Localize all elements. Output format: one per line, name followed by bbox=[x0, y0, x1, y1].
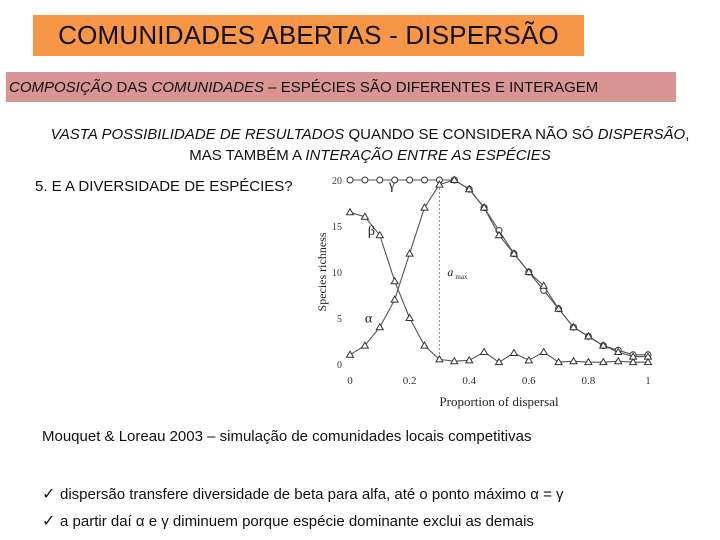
series-line-0 bbox=[350, 180, 648, 355]
data-point bbox=[377, 177, 383, 183]
point-5-question: 5. E A DIVERSIDADE DE ESPÉCIES? bbox=[35, 178, 293, 195]
y-tick-label: 0 bbox=[337, 360, 342, 371]
y-tick-label: 15 bbox=[332, 222, 342, 233]
vasta-line-2 bbox=[40, 145, 700, 166]
vasta-comma: , bbox=[685, 126, 690, 143]
series-label-1: β bbox=[367, 224, 376, 240]
series-label-2: α bbox=[364, 311, 373, 327]
data-point bbox=[406, 250, 413, 256]
vasta-italic-2: INTERAÇÃO ENTRE AS ESPÉCIES bbox=[305, 147, 551, 164]
subtitle-das: DAS bbox=[112, 78, 152, 96]
y-tick-label: 5 bbox=[337, 314, 342, 325]
check-icon: ✓ bbox=[42, 513, 56, 530]
y-tick-label: 20 bbox=[332, 176, 342, 187]
data-point bbox=[391, 296, 398, 302]
data-point bbox=[362, 177, 368, 183]
bullet-1-text: dispersão transfere diversidade de beta para alfa, até o ponto máximo α = γ bbox=[60, 485, 564, 503]
data-point bbox=[347, 209, 354, 215]
x-axis-label: Proportion of dispersal bbox=[439, 394, 559, 409]
data-point bbox=[570, 358, 577, 364]
data-point bbox=[376, 324, 383, 330]
vasta-dispersao: DISPERSÃO bbox=[597, 126, 686, 143]
vasta-italic-1: VASTA POSSIBILIDADE DE RESULTADOS bbox=[50, 126, 345, 143]
vasta-normal-2: MAS TAMBÉM A bbox=[189, 147, 306, 164]
data-point bbox=[347, 177, 353, 183]
subtitle-comunidades: COMUNIDADES – bbox=[151, 78, 281, 96]
bullet-2 bbox=[42, 511, 534, 531]
series-label-0: γ bbox=[388, 178, 395, 194]
vasta-normal-1: QUANDO SE CONSIDERA NÃO SÓ bbox=[344, 126, 598, 143]
data-point bbox=[407, 177, 413, 183]
data-point bbox=[540, 349, 547, 355]
data-point bbox=[391, 278, 398, 284]
slide-title: COMUNIDADES ABERTAS - DISPERSÃO bbox=[33, 15, 584, 56]
citation: Mouquet & Loreau 2003 – simulação de comunidades locais competitivas bbox=[42, 428, 532, 445]
y-tick-label: 10 bbox=[332, 268, 342, 279]
chart-svg bbox=[300, 166, 680, 416]
x-tick-label: 0.8 bbox=[581, 375, 596, 387]
x-tick-label: 0 bbox=[347, 375, 353, 387]
check-icon: ✓ bbox=[42, 486, 56, 503]
bullet-2-text: a partir daí α e γ diminuem porque espécie dominante exclui as demais bbox=[60, 512, 534, 530]
data-point bbox=[510, 349, 517, 355]
data-point bbox=[421, 204, 428, 210]
bullet-1 bbox=[42, 484, 564, 504]
data-point bbox=[421, 342, 428, 348]
data-point bbox=[347, 351, 354, 357]
x-tick-label: 1 bbox=[645, 375, 651, 387]
vasta-text bbox=[40, 124, 700, 166]
amax-annotation: a bbox=[447, 265, 454, 279]
amax-subscript: max bbox=[455, 273, 468, 281]
y-axis-label: Species richness bbox=[315, 232, 329, 312]
data-point bbox=[481, 349, 488, 355]
data-point bbox=[422, 177, 428, 183]
series-line-2 bbox=[350, 180, 648, 357]
data-point bbox=[496, 359, 503, 365]
data-point bbox=[406, 315, 413, 321]
data-point bbox=[466, 357, 473, 363]
subtitle-bar bbox=[6, 72, 676, 102]
species-richness-chart bbox=[300, 166, 680, 421]
x-tick-label: 0.2 bbox=[402, 375, 417, 387]
subtitle-composicao: COMPOSIÇÃO bbox=[9, 78, 113, 96]
vasta-line-1 bbox=[40, 124, 700, 145]
data-point bbox=[525, 357, 532, 363]
data-point bbox=[615, 358, 622, 364]
x-tick-label: 0.6 bbox=[521, 375, 536, 387]
subtitle-especies: ESPÉCIES SÃO DIFERENTES E INTERAGEM bbox=[280, 78, 599, 96]
x-tick-label: 0.4 bbox=[462, 375, 477, 387]
